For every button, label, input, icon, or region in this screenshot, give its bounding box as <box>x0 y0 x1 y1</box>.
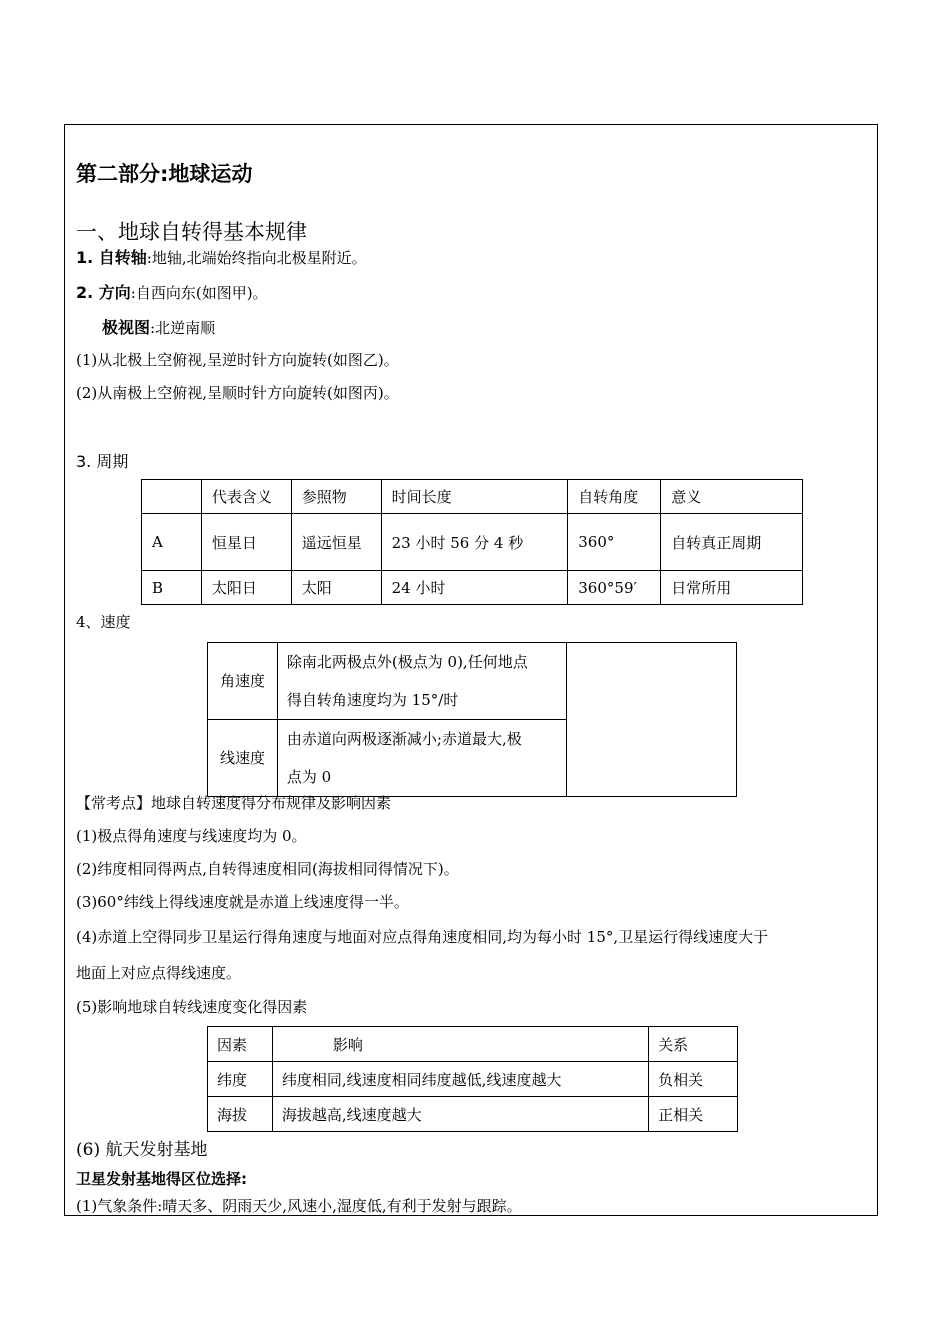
key-point: (5)影响地球自转线速度变化得因素 <box>76 998 308 1016</box>
table-header: 意义 <box>661 480 803 514</box>
table-cell: 遥远恒星 <box>291 514 381 571</box>
table-cell: 海拔越高,线速度越大 <box>272 1097 648 1132</box>
key-point: (4)赤道上空得同步卫星运行得角速度与地面对应点得角速度相同,均为每小时 15°,卫星运行得线速度大于 <box>76 928 769 946</box>
linear-speed-label: 线速度 <box>208 720 278 797</box>
table-cell: 自转真正周期 <box>661 514 803 571</box>
period-table <box>141 479 803 605</box>
angular-line: 得自转角速度均为 15°/时 <box>286 691 459 709</box>
table-header: 关系 <box>649 1027 738 1062</box>
table-cell: 正相关 <box>649 1097 738 1132</box>
launch-title: (6) 航天发射基地 <box>76 1140 208 1160</box>
key-point: (2)纬度相同得两点,自转得速度相同(海拔相同得情况下)。 <box>76 860 459 878</box>
table-cell: 纬度 <box>208 1062 273 1097</box>
factor-header-row <box>208 1027 738 1062</box>
factor-table <box>207 1026 738 1132</box>
angular-speed-desc <box>277 643 566 720</box>
direction-label: 2. 方向 <box>76 283 131 302</box>
table-row <box>208 643 737 720</box>
view-south: (2)从南极上空俯视,呈顺时针方向旋转(如图丙)。 <box>76 384 399 402</box>
key-points-title: 【常考点】地球自转速度得分布规律及影响因素 <box>76 794 392 812</box>
direction-line <box>76 280 268 303</box>
table-row <box>142 514 803 571</box>
polar-view-line <box>102 315 215 338</box>
table-row <box>208 1062 738 1097</box>
table-cell: 海拔 <box>208 1097 273 1132</box>
launch-subtitle: 卫星发射基地得区位选择: <box>76 1170 247 1188</box>
axis-line <box>76 245 367 268</box>
polar-view-label: 极视图 <box>102 318 151 337</box>
angular-line: 除南北两极点外(极点为 0),任何地点 <box>286 653 528 671</box>
axis-text: :地轴,北端始终指向北极星附近。 <box>146 249 367 267</box>
table-header: 自转角度 <box>568 480 661 514</box>
table-cell: 360° <box>568 514 661 571</box>
table-header: 影响 <box>272 1027 648 1062</box>
section-title: 一、地球自转得基本规律 <box>76 220 307 244</box>
table-row <box>142 571 803 605</box>
linear-line: 由赤道向两极逐渐减小;赤道最大,极 <box>286 730 522 748</box>
speed-title: 4、速度 <box>76 613 131 631</box>
linear-line: 点为 0 <box>286 768 332 786</box>
part-title: 第二部分:地球运动 <box>76 162 253 186</box>
table-header: 时间长度 <box>381 480 568 514</box>
table-cell: 负相关 <box>649 1062 738 1097</box>
table-cell: A <box>142 514 202 571</box>
key-point: (1)极点得角速度与线速度均为 0。 <box>76 827 307 845</box>
table-cell: 24 小时 <box>381 571 568 605</box>
polar-view-text: :北逆南顺 <box>150 319 216 337</box>
table-cell: 太阳日 <box>201 571 291 605</box>
table-cell: 23 小时 56 分 4 秒 <box>381 514 568 571</box>
empty-cell <box>567 643 737 797</box>
direction-text: :自西向东(如图甲)。 <box>130 284 268 302</box>
table-header: 参照物 <box>291 480 381 514</box>
view-north: (1)从北极上空俯视,呈逆时针方向旋转(如图乙)。 <box>76 351 399 369</box>
key-point: 地面上对应点得线速度。 <box>76 964 242 982</box>
table-cell: 太阳 <box>291 571 381 605</box>
linear-speed-desc <box>277 720 566 797</box>
table-header: 代表含义 <box>201 480 291 514</box>
period-title: 3. 周期 <box>76 452 129 471</box>
table-cell: 日常所用 <box>661 571 803 605</box>
table-header <box>142 480 202 514</box>
table-cell: 纬度相同,线速度相同纬度越低,线速度越大 <box>272 1062 648 1097</box>
launch-point: (1)气象条件:晴天多、阴雨天少,风速小,湿度低,有利于发射与跟踪。 <box>76 1197 522 1215</box>
table-cell: B <box>142 571 202 605</box>
key-point: (3)60°纬线上得线速度就是赤道上线速度得一半。 <box>76 893 409 911</box>
period-header-row <box>142 480 803 514</box>
angular-speed-label: 角速度 <box>208 643 278 720</box>
table-header: 因素 <box>208 1027 273 1062</box>
table-cell: 恒星日 <box>201 514 291 571</box>
axis-label: 1. 自转轴 <box>76 248 147 267</box>
table-cell: 360°59′ <box>568 571 661 605</box>
speed-table <box>207 642 737 797</box>
table-row <box>208 1097 738 1132</box>
